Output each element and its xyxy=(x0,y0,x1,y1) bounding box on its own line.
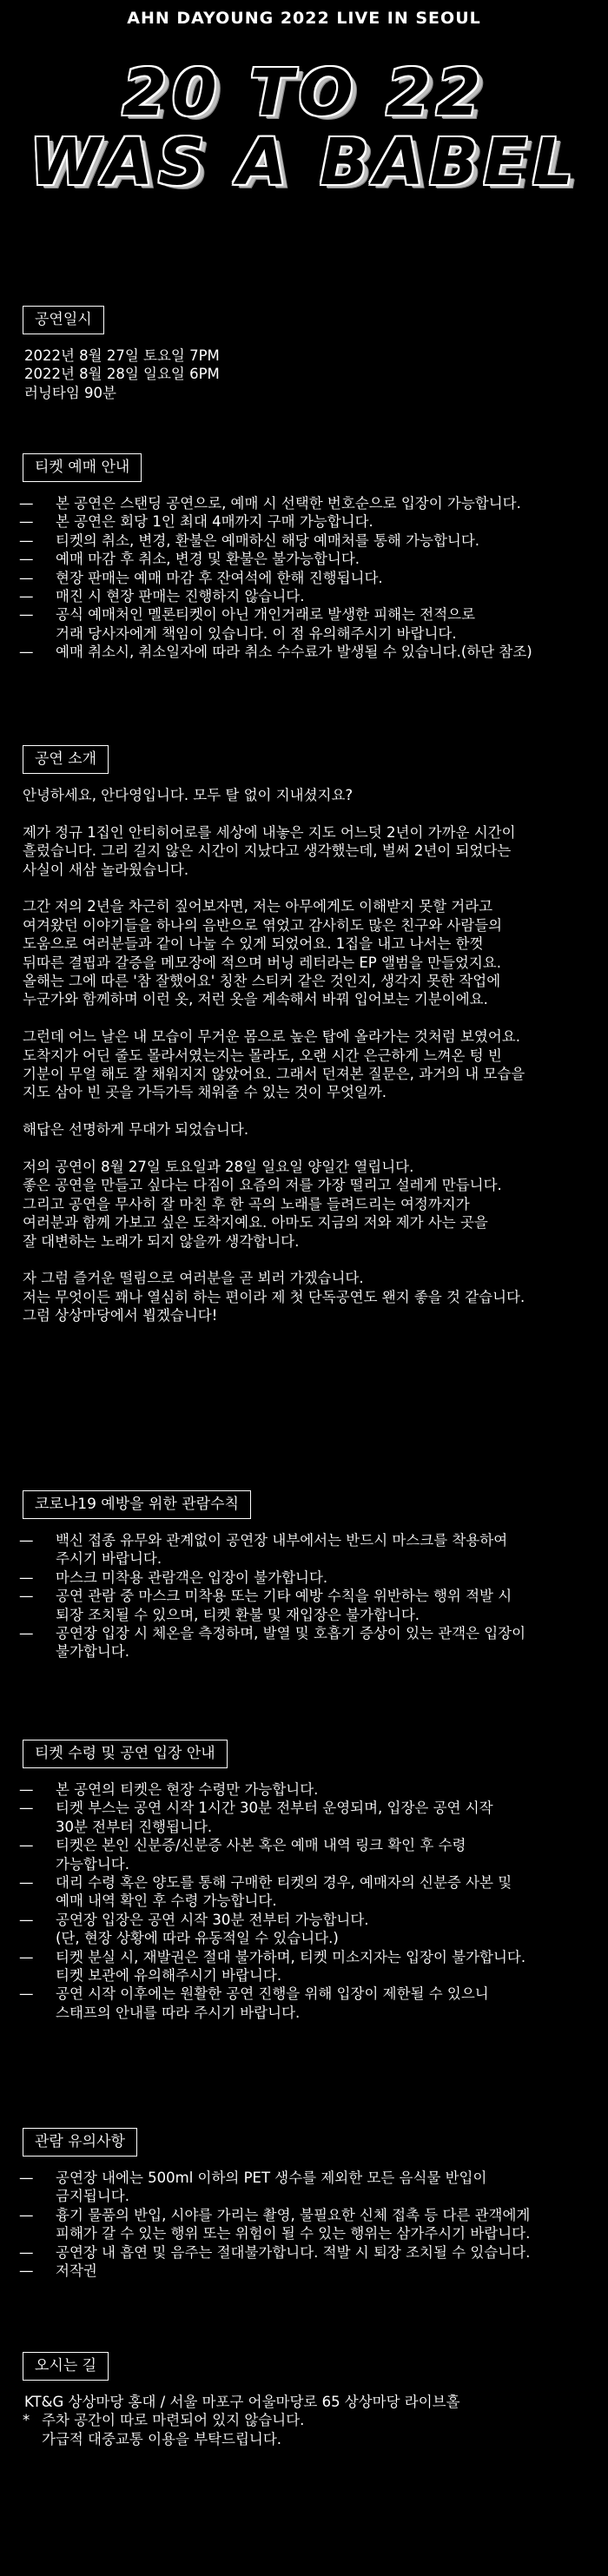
list-item-line: 매진 시 현장 판매는 진행하지 않습니다. xyxy=(56,588,305,605)
directions-heading: 오시는 길 xyxy=(23,2352,109,2381)
list-item-line: 예매 취소시, 취소일자에 따라 취소 수수료가 발생될 수 있습니다.(하단 참조) xyxy=(56,644,532,661)
dash-bullet: — xyxy=(19,2206,34,2223)
list-item-line: 불가합니다. xyxy=(56,1643,129,1661)
dash-bullet: — xyxy=(19,1837,34,1854)
entry-list xyxy=(19,1780,589,2022)
paragraph-line: 안녕하세요, 안다영입니다. 모두 탈 없이 지내셨지요? xyxy=(23,787,354,803)
list-item-line: 본 공연은 스탠딩 공연으로, 예매 시 선택한 번호순으로 입장이 가능합니다. xyxy=(56,495,521,512)
paragraph-line: 기분이 무얼 해도 잘 채워지지 않았어요. 그래서 던져본 질문은, 과거의 내 모습을 xyxy=(23,1066,525,1083)
ticket-guide-section xyxy=(19,453,589,662)
dash-bullet: — xyxy=(19,569,34,586)
paragraph-line: 자 그럼 즐거운 떨림으로 여러분을 곧 뵈러 가겠습니다. xyxy=(23,1270,364,1287)
dash-bullet: — xyxy=(19,532,34,549)
schedule-heading: 공연일시 xyxy=(23,306,104,334)
paragraph-line: 저는 무엇이든 꽤나 열심히 하는 편이라 제 첫 단독공연도 왠지 좋을 것 같습니다. xyxy=(23,1288,525,1305)
intro-paragraph xyxy=(23,823,589,879)
schedule-section xyxy=(19,306,589,402)
list-item-line: 퇴장 조치될 수 있으며, 티켓 환불 및 재입장은 불가합니다. xyxy=(56,1606,420,1623)
dash-bullet: — xyxy=(19,1800,34,1817)
list-item xyxy=(19,1799,589,1836)
paragraph-line: 흘렀습니다. 그리 길지 않은 시간이 지났다고 생각했는데, 벌써 2년이 되었다는 xyxy=(23,842,512,860)
list-item-line: 티켓 분실 시, 재발권은 절대 불가하며, 티켓 미소지자는 입장이 불가합니다. xyxy=(56,1948,526,1965)
paragraph-line: 도착지가 어딘 줄도 몰라서였는지는 몰라도, 오랜 시간 은근하게 느껴온 텅 빈 xyxy=(23,1047,502,1064)
list-item xyxy=(19,605,589,643)
intro-paragraph xyxy=(23,1027,589,1102)
paragraph-line: 잘 대변하는 노래가 되지 않을까 생각합니다. xyxy=(23,1232,300,1250)
list-item xyxy=(19,512,589,531)
paragraph-line: 지도 삼아 빈 곳을 가득가득 채워줄 수 있는 것이 무엇일까. xyxy=(23,1084,387,1101)
hero-line-1: 20 TO 22 xyxy=(122,56,486,130)
paragraph-line: 여겨왔던 이야기들을 하나의 음반으로 엮었고 감사히도 많은 친구와 사람들의 xyxy=(23,916,503,934)
intro-paragraph xyxy=(23,1269,589,1324)
list-item-line: 티켓 부스는 공연 시작 1시간 30분 전부터 운영되며, 입장은 공연 시작 xyxy=(56,1800,493,1817)
hero-line-2: WAS A BABEL xyxy=(29,125,579,200)
paragraph-line: 뒤따른 결핍과 갈증을 메모장에 적으며 버닝 레터라는 EP 앨범을 만들었지요. xyxy=(23,954,501,971)
caution-list xyxy=(19,2169,589,2280)
dash-bullet: — xyxy=(19,1948,34,1965)
list-item-line: 현장 판매는 예매 마감 후 잔여석에 한해 진행됩니다. xyxy=(56,569,383,586)
intro-paragraph xyxy=(23,897,589,1008)
covid-list xyxy=(19,1531,589,1661)
list-item-line: 금지됩니다. xyxy=(56,2188,129,2205)
covid-heading: 코로나19 예방을 위한 관람수칙 xyxy=(23,1490,251,1519)
list-item xyxy=(19,1780,589,1799)
venue-address: KT&G 상상마당 홍대 / 서울 마포구 어울마당로 65 상상마당 라이브홀 xyxy=(24,2394,460,2410)
list-item xyxy=(19,643,589,661)
parking-note-line: 주차 공간이 따로 마련되어 있지 않습니다. xyxy=(42,2412,305,2429)
dash-bullet: — xyxy=(19,1588,34,1605)
entry-section xyxy=(19,1740,589,2022)
list-item xyxy=(19,494,589,512)
parking-note-line: 가급적 대중교통 이용을 부탁드립니다. xyxy=(42,2430,282,2447)
list-item-line: 공연장 내 흡연 및 음주는 절대불가합니다. 적발 시 퇴장 조치될 수 있습니다. xyxy=(56,2243,531,2261)
list-item-line: 저작권 xyxy=(56,2262,97,2280)
intro-paragraph xyxy=(23,1120,589,1139)
list-item-line: 마스크 미착용 관람객은 입장이 불가합니다. xyxy=(56,1569,328,1586)
dash-bullet: — xyxy=(19,2170,34,2186)
ticket-guide-list xyxy=(19,494,589,662)
concert-title: AHN DAYOUNG 2022 LIVE IN SEOUL xyxy=(127,9,481,28)
list-item-line: 30분 전부터 진행됩니다. xyxy=(56,1818,213,1835)
dash-bullet: — xyxy=(19,1874,34,1892)
list-item-line: 공식 예매처인 멜론티켓이 아닌 개인거래로 발생한 피해는 전적으로 xyxy=(56,606,476,624)
paragraph-line: 여러분과 함께 가보고 싶은 도착지예요. 아마도 지금의 저와 제가 사는 곳을 xyxy=(23,1214,488,1232)
paragraph-line: 그리고 공연을 무사히 잘 마친 후 한 곡의 노래를 들려드리는 여정까지가 xyxy=(23,1195,470,1212)
dash-bullet: — xyxy=(19,1625,34,1642)
dash-bullet: — xyxy=(19,1532,34,1549)
intro-section xyxy=(19,745,589,1325)
parking-note xyxy=(23,2411,589,2448)
dash-bullet: — xyxy=(19,1781,34,1798)
intro-paragraph xyxy=(23,1158,589,1251)
list-item xyxy=(19,1624,589,1661)
list-item-line: 본 공연은 회당 1인 최대 4매까지 구매 가능합니다. xyxy=(56,513,373,531)
list-item-line: 공연장 내에는 500ml 이하의 PET 생수를 제외한 모든 음식물 반입이 xyxy=(56,2170,487,2186)
entry-heading: 티켓 수령 및 공연 입장 안내 xyxy=(23,1740,228,1768)
paragraph-line: 그런데 어느 날은 내 모습이 무거운 몸으로 높은 탑에 올라가는 것처럼 보였어요. xyxy=(23,1028,520,1046)
list-item xyxy=(19,1911,589,1948)
paragraph-line: 그간 저의 2년을 차근히 짚어보자면, 저는 아무에게도 이해받지 못할 거라고 xyxy=(23,898,493,915)
list-item-line: 피해가 갈 수 있는 행위 또는 위험이 될 수 있는 행위는 삼가주시기 바랍니다. xyxy=(56,2225,531,2242)
list-item-line: 공연 관람 중 마스크 미착용 또는 기타 예방 수칙을 위반하는 행위 적발 시 xyxy=(56,1588,512,1605)
list-item-line: 가능합니다. xyxy=(56,1855,129,1873)
directions-body xyxy=(19,2393,589,2448)
intro-paragraph xyxy=(23,786,589,804)
asterisk-mark: * xyxy=(23,2412,30,2429)
list-item xyxy=(19,532,589,550)
directions-section xyxy=(19,2352,589,2448)
list-item-line: 공연 시작 이후에는 원활한 공연 진행을 위해 입장이 제한될 수 있으니 xyxy=(56,1985,489,2003)
list-item xyxy=(19,2169,589,2206)
hero-logo xyxy=(0,45,608,201)
dash-bullet: — xyxy=(19,644,34,661)
list-item-line: 공연장 입장 시 체온을 측정하며, 발열 및 호흡기 증상이 있는 관객은 입장이 xyxy=(56,1625,526,1642)
list-item-line: 티켓 보관에 유의해주시기 바랍니다. xyxy=(56,1967,282,1985)
list-item xyxy=(19,1985,589,2022)
list-item-line: 티켓은 본인 신분증/신분증 사본 혹은 예매 내역 링크 확인 후 수령 xyxy=(56,1837,466,1854)
list-item xyxy=(19,587,589,605)
list-item xyxy=(19,1587,589,1624)
list-item-line: 거래 당사자에게 책임이 있습니다. 이 점 유의해주시기 바랍니다. xyxy=(56,624,457,642)
dash-bullet: — xyxy=(19,495,34,512)
paragraph-line: 사실이 새삼 놀라웠습니다. xyxy=(23,861,189,878)
intro-heading: 공연 소개 xyxy=(23,745,109,774)
paragraph-line: 올해는 그에 따른 '참 잘했어요' 칭찬 스티커 같은 것인지, 생각지 못한 작업에 xyxy=(23,973,501,990)
list-item-line: 주시기 바랍니다. xyxy=(56,1550,162,1568)
list-item xyxy=(19,1836,589,1873)
list-item xyxy=(19,1948,589,1985)
list-item-line: (단, 현장 상황에 따라 유동적일 수 있습니다.) xyxy=(56,1930,339,1947)
ticket-guide-heading: 티켓 예매 안내 xyxy=(23,453,142,482)
list-item xyxy=(19,1531,589,1569)
dash-bullet: — xyxy=(19,2262,34,2280)
paragraph-line: 좋은 공연을 만들고 싶다는 다짐이 요즘의 저를 가장 떨리고 설레게 만듭니다. xyxy=(23,1177,502,1194)
dash-bullet: — xyxy=(19,551,34,568)
paragraph-line: 누군가와 함께하며 이런 옷, 저런 옷을 계속해서 바꿔 입어보는 기분이에요. xyxy=(23,991,488,1008)
paragraph-line: 도움으로 여러분들과 같이 나눌 수 있게 되었어요. 1집을 내고 나서는 한껏 xyxy=(23,935,484,953)
paragraph-line: 제가 정규 1집인 안티히어로를 세상에 내놓은 지도 어느덧 2년이 가까운 시간이 xyxy=(23,823,516,841)
list-item-line: 백신 접종 유무와 관계없이 공연장 내부에서는 반드시 마스크를 착용하여 xyxy=(56,1532,508,1549)
caution-section xyxy=(19,2128,589,2280)
schedule-line: 2022년 8월 27일 토요일 7PM xyxy=(24,347,220,364)
list-item-line: 티켓의 취소, 변경, 환불은 예매하신 해당 예매처를 통해 가능합니다. xyxy=(56,532,480,549)
dash-bullet: — xyxy=(19,606,34,624)
list-item-line: 예매 마감 후 취소, 변경 및 환불은 불가능합니다. xyxy=(56,551,360,568)
list-item xyxy=(19,569,589,587)
caution-heading: 관람 유의사항 xyxy=(23,2128,137,2157)
dash-bullet: — xyxy=(19,2243,34,2261)
covid-section xyxy=(19,1490,589,1661)
paragraph-line: 해답은 선명하게 무대가 되었습니다. xyxy=(23,1121,249,1139)
schedule-line: 러닝타임 90분 xyxy=(24,384,116,401)
list-item-line: 본 공연의 티켓은 현장 수령만 가능합니다. xyxy=(56,1781,319,1798)
dash-bullet: — xyxy=(19,1569,34,1586)
list-item xyxy=(19,2243,589,2262)
list-item-line: 흉기 물품의 반입, 시야를 가리는 촬영, 불필요한 신체 접촉 등 다른 관객에게 xyxy=(56,2206,531,2223)
dash-bullet: — xyxy=(19,513,34,531)
intro-body xyxy=(19,786,589,1325)
dash-bullet: — xyxy=(19,1985,34,2003)
list-item xyxy=(19,2206,589,2243)
list-item xyxy=(19,1569,589,1587)
list-item-line: 공연장 입장은 공연 시작 30분 전부터 가능합니다. xyxy=(56,1911,369,1928)
dash-bullet: — xyxy=(19,1911,34,1928)
list-item-line: 예매 내역 확인 후 수령 가능합니다. xyxy=(56,1892,277,1910)
schedule-line: 2022년 8월 28일 일요일 6PM xyxy=(24,366,220,383)
paragraph-line: 저의 공연이 8월 27일 토요일과 28일 일요일 양일간 열립니다. xyxy=(23,1159,414,1176)
schedule-body xyxy=(19,347,589,402)
list-item-line: 대리 수령 혹은 양도를 통해 구매한 티켓의 경우, 예매자의 신분증 사본 및 xyxy=(56,1874,512,1892)
list-item xyxy=(19,550,589,568)
dash-bullet: — xyxy=(19,588,34,605)
list-item xyxy=(19,2262,589,2280)
list-item xyxy=(19,1873,589,1911)
paragraph-line: 그럼 상상마당에서 뵙겠습니다! xyxy=(23,1307,218,1324)
list-item-line: 스태프의 안내를 따라 주시기 바랍니다. xyxy=(56,2004,301,2021)
